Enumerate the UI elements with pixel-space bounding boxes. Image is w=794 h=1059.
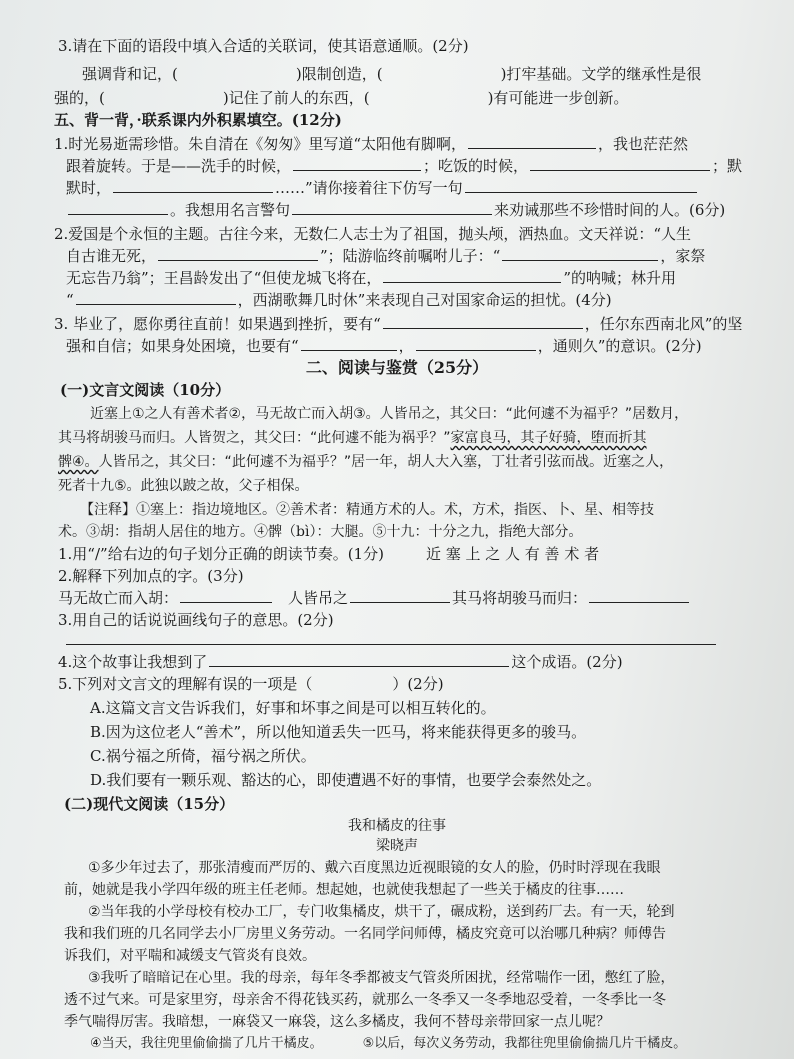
blank[interactable] bbox=[66, 630, 716, 645]
classical-q3: 3.用自己的话说说画线句子的意思。(2分) bbox=[58, 611, 334, 629]
blank[interactable] bbox=[383, 314, 583, 329]
article-line-4: 我和我们班的几名同学去小厂房里义务劳动。一名同学问师傅，橘皮究竟可以治哪几种病？师傅告 bbox=[64, 926, 666, 942]
blank[interactable] bbox=[350, 588, 450, 603]
classical-heading: (一)文言文阅读（10分） bbox=[60, 381, 231, 399]
blank[interactable] bbox=[292, 200, 492, 215]
blank[interactable] bbox=[589, 588, 689, 603]
blank[interactable] bbox=[530, 156, 710, 171]
s5-q1-line2: 跟着旋转。于是——洗手的时候， ；吃饭的时候， ；默 bbox=[66, 157, 743, 175]
article-line-8: 季气喘得厉害。我暗想，一麻袋又一麻袋，这么多橘皮，我何不替母亲带回家一点儿呢？ bbox=[64, 1014, 610, 1030]
s5-q2-line1: 2.爱国是个永恒的主题。古往今来，无数仁人志士为了祖国，抛头颅，洒热血。文天祥说：“人生 bbox=[54, 225, 691, 243]
article-author: 梁晓声 bbox=[376, 838, 418, 854]
q3-line1: 强调背和记，( )限制创造，( )打牢基础。文学的继承性是很 bbox=[82, 65, 702, 83]
part2-title: 二、阅读与鉴赏（25分） bbox=[305, 358, 489, 377]
classical-text-2: 其马将胡骏马而归。人皆贺之，其父曰：“此何遽不能为祸乎？”家富良马，其子好骑，堕而折其 bbox=[58, 430, 647, 446]
option-a: A.这篇文言文告诉我们，好事和坏事之间是可以相互转化的。 bbox=[90, 699, 496, 717]
s5-q1-line1: 1.时光易逝需珍惜。朱自清在《匆匆》里写道“太阳他有脚啊， ，我也茫茫然 bbox=[54, 135, 688, 153]
article-line-7: 透不过气来。可是家里穷，母亲舍不得花钱买药，就那么一冬季又一冬季地忍受着，一冬季比一冬 bbox=[64, 992, 666, 1008]
classical-text-3: 髀④。人皆吊之，其父曰：“此何遽不为福乎？”居一年，胡人大入塞，丁壮者引弦而战。近塞之人， bbox=[58, 454, 674, 470]
q3-title: 3.请在下面的语段中填入合适的关联词，使其语意通顺。(2分) bbox=[58, 37, 469, 55]
blank[interactable] bbox=[502, 246, 658, 261]
blank[interactable] bbox=[68, 200, 168, 215]
classical-q3-answer-line bbox=[64, 630, 718, 650]
article-line-5: 诉我们，对平喘和减缓支气管炎有良效。 bbox=[64, 948, 316, 964]
s5-q2-line3: 无忘告乃翁”；王昌龄发出了“但使龙城飞将在， ”的呐喊；林升用 bbox=[66, 269, 677, 287]
q3-line2: 强的，( )记住了前人的东西，( )有可能进一步创新。 bbox=[54, 89, 629, 107]
s5-q3-line2: 强和自信；如果身处困境，也要有“ ， ，通则久”的意识。(2分) bbox=[66, 337, 702, 355]
s5-q1-line4: 。我想用名言警句 来劝诫那些不珍惜时间的人。(6分) bbox=[66, 200, 725, 220]
blank[interactable] bbox=[468, 134, 596, 149]
classical-text-1: 近塞上①之人有善术者②，马无故亡而入胡③。人皆吊之，其父曰：“此何遽不为福乎？”居数月， bbox=[90, 406, 689, 422]
section5-title: 五、背一背，·联系课内外积累填空。(12分) bbox=[54, 111, 342, 129]
blank[interactable] bbox=[209, 652, 509, 667]
blank[interactable] bbox=[301, 336, 397, 351]
classical-q2-items: 马无故亡而入胡： 人皆吊之 其马将胡骏马而归： bbox=[58, 588, 691, 608]
classical-q1: 1.用“/”给右边的句子划分正确的朗读节奏。(1分) 近 塞 上 之 人 有 善 术 者 bbox=[58, 545, 600, 563]
article-line-2: 前，她就是我小学四年级的班主任老师。想起她，也就使我想起了一些关于橘皮的往事…… bbox=[64, 882, 624, 898]
s5-q2-line4: “ ，西湖歌舞几时休”来表现自己对国家命运的担忧。(4分) bbox=[66, 291, 612, 309]
s5-q1-line3: 默时， ……”请你接着往下仿写一句 bbox=[66, 178, 699, 198]
blank[interactable] bbox=[113, 178, 273, 193]
option-d: D.我们要有一颗乐观、豁达的心，即使遭遇不好的事情，也要学会泰然处之。 bbox=[90, 771, 602, 789]
classical-q2: 2.解释下列加点的字。(3分) bbox=[58, 567, 244, 585]
article-line-6: ③我听了暗暗记在心里。我的母亲，每年冬季都被支气管炎所困扰，经常喘作一团，憋红了脸， bbox=[88, 970, 675, 986]
article-line-3: ②当年我的小学母校有校办工厂，专门收集橘皮，烘干了，碾成粉，送到药厂去。有一天，轮到 bbox=[88, 904, 675, 920]
article-line-9: ④当天，我往兜里偷偷揣了几片干橘皮。 ⑤以后，每次义务劳动，我都往兜里偷偷揣几片干橘皮。 bbox=[90, 1036, 687, 1051]
blank[interactable] bbox=[180, 588, 272, 603]
blank[interactable] bbox=[76, 290, 236, 305]
classical-q5: 5.下列对文言文的理解有误的一项是（ ）(2分) bbox=[58, 675, 444, 693]
blank[interactable] bbox=[416, 336, 536, 351]
blank[interactable] bbox=[158, 246, 318, 261]
classical-text-4: 死者十九⑤。此独以跛之故，父子相保。 bbox=[58, 478, 309, 494]
blank[interactable] bbox=[383, 268, 561, 283]
article-title: 我和橘皮的往事 bbox=[348, 818, 446, 834]
blank[interactable] bbox=[465, 178, 697, 193]
article-line-1: ①多少年过去了，那张清瘦而严厉的、戴六百度黑边近视眼镜的女人的脸，仍时时浮现在我眼 bbox=[88, 860, 661, 876]
classical-note-1: 【注释】①塞上：指边境地区。②善术者：精通方术的人。术，方术，指医、卜、星、相等技 bbox=[80, 502, 654, 518]
blank[interactable] bbox=[293, 156, 421, 171]
option-c: C.祸兮福之所倚，福兮祸之所伏。 bbox=[90, 747, 316, 765]
classical-q4: 4.这个故事让我想到了 这个成语。(2分) bbox=[58, 653, 623, 671]
modern-heading: (二)现代文阅读（15分） bbox=[64, 795, 235, 813]
s5-q2-line2: 自古谁无死， ”；陆游临终前嘱咐儿子：“ ，家祭 bbox=[66, 247, 706, 265]
option-b: B.因为这位老人“善术”，所以他知道丢失一匹马，将来能获得更多的骏马。 bbox=[90, 723, 587, 741]
s5-q3-line1: 3. 毕业了，愿你勇往直前！如果遇到挫折，要有“ ，任尔东西南北风”的坚 bbox=[54, 315, 743, 333]
classical-note-2: 术。③胡：指胡人居住的地方。④髀（bì）：大腿。⑤十九：十分之九，指绝大部分。 bbox=[58, 524, 583, 540]
